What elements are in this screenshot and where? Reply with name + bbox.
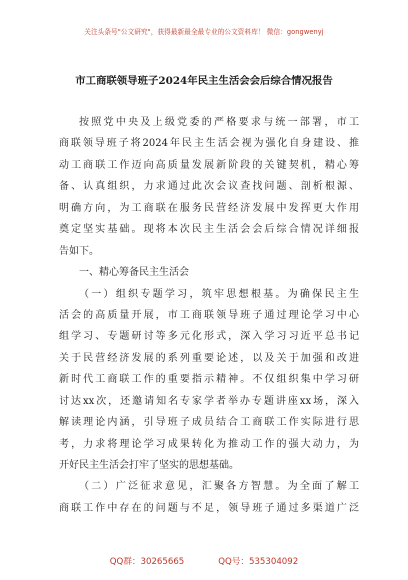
promo-banner: 关注头条号"公文研究"，获得最新最全最专业的公文资料库！ 微信：gongwenyj <box>84 28 324 36</box>
paragraph-line: 明确方向，为工商联在服务民营经济发展中发挥更大作用 <box>59 202 359 214</box>
paragraph-line: 动工商联工作迈向高质量发展新阶段的关键契机，精心筹 <box>59 159 359 171</box>
paragraph-line: 讨达xx次，还邀请知名专家学者举办专题讲座xx场，深入 <box>59 395 359 407</box>
paragraph-line: 组学习、专题研讨等多元化形式，深入学习习近平总书记 <box>59 331 359 343</box>
paragraph-line: 考，力求将理论学习成果转化为推动工作的强大动力，为 <box>59 438 359 450</box>
qq-group-label: QQ群：30265665 <box>109 557 185 567</box>
section-heading: 一、精心筹备民主生活会 <box>79 267 189 279</box>
document-title: 市工商联领导班子2024年民主生活会会后综合情况报告 <box>75 75 333 87</box>
paragraph-line: 解读理论内涵，引导班子成员结合工商联工作实际进行思 <box>59 417 359 429</box>
paragraph-line: 告如下。 <box>59 245 99 257</box>
paragraph-line: （二）广泛征求意见，汇聚各方智慧。为全面了解工 <box>79 481 359 493</box>
paragraph-line: 开好民主生活会打牢了坚实的思想基础。 <box>59 460 239 471</box>
paragraph-line: （一）组织专题学习，筑牢思想根基。为确保民主生 <box>79 288 359 300</box>
paragraph-line: 关于民营经济发展的系列重要论述，以及关于加强和改进 <box>59 352 359 364</box>
paragraph-line: 按照党中央及上级党委的严格要求与统一部署，市工 <box>79 117 359 128</box>
paragraph-line: 奠定坚实基础。现将本次民主生活会会后综合情况详细报 <box>59 224 359 236</box>
paragraph-line: 活会的高质量开展，市工商联领导班子通过理论学习中心 <box>59 309 359 321</box>
qq-number-label: QQ号：535304092 <box>218 557 299 567</box>
paragraph-line: 备、认真组织，力求通过此次会议查找问题、剖析根源、 <box>59 181 359 193</box>
paragraph-line: 商联领导班子将2024年民主生活会视为强化自身建设、推 <box>59 138 359 150</box>
footer-contact <box>0 555 408 567</box>
paragraph-line: 商联工作中存在的问题与不足，领导班子通过多渠道广泛 <box>59 502 359 514</box>
paragraph-line: 新时代工商联工作的重要指示精神。不仅组织集中学习研 <box>59 374 359 386</box>
document-body <box>59 112 359 519</box>
